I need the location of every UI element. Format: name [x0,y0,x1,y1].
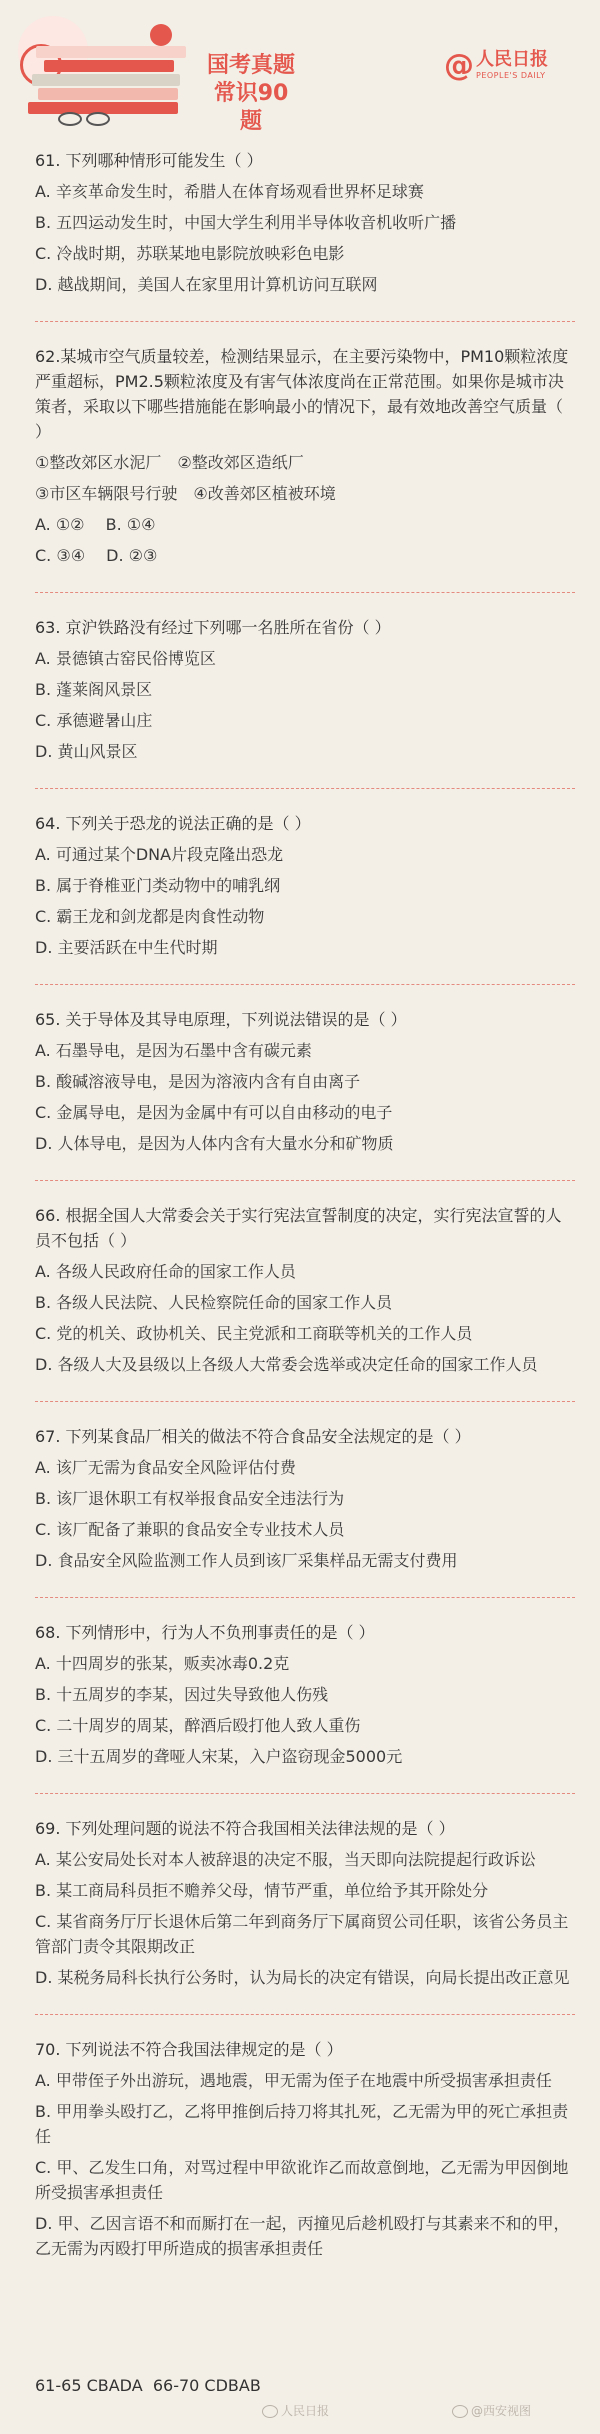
book-decoration [38,88,178,100]
option-b: B. 酸碱溶液导电，是因为溶液内含有自由离子 [35,1072,361,1091]
question-title: 62.某城市空气质量较差，检测结果显示，在主要污染物中，PM10颗粒浓度严重超标，PM2.5颗粒浓度及有害气体浓度尚在正常范围。如果你是城市决策者，采取以下哪些措施能在影响最小的情况下，最有效地改善空气质量（ ） [35,347,569,441]
option-a: A. 某公安局处长对本人被辞退的决定不服，当天即向法院提起行政诉讼 [35,1850,536,1869]
option-d: D. 人体导电，是因为人体内含有大量水分和矿物质 [35,1134,394,1153]
question-title: 70. 下列说法不符合我国法律规定的是（ ） [35,2040,343,2059]
books-illustration [18,16,198,126]
weibo-icon [262,2405,278,2418]
weibo-icon [452,2405,468,2418]
option-c: C. 二十周岁的周某，醉酒后殴打他人致人重伤 [35,1716,361,1735]
divider [35,1793,575,1794]
option-a: A. 石墨导电，是因为石墨中含有碳元素 [35,1041,312,1060]
option-a: A. 可通过某个DNA片段克隆出恐龙 [35,845,284,864]
option-a: A. 景德镇古窑民俗博览区 [35,649,216,668]
option-c: C. 冷战时期，苏联某地电影院放映彩色电影 [35,244,345,263]
option-b: B. 属于脊椎亚门类动物中的哺乳纲 [35,876,281,895]
watermark-text: 人民日报 [281,2404,330,2418]
question-title: 68. 下列情形中，行为人不负刑事责任的是（ ） [35,1623,375,1642]
peoples-daily-logo [444,48,584,88]
option-a: A. 甲带侄子外出游玩，遇地震，甲无需为侄子在地震中所受损害承担责任 [35,2071,552,2090]
book-decoration [32,74,180,86]
question-68 [35,1620,575,1769]
question-63 [35,615,575,764]
at-icon: @ [444,48,474,83]
question-title: 65. 关于导体及其导电原理，下列说法错误的是（ ） [35,1010,407,1029]
banner-title-line1: 国考真题 [206,53,295,78]
measure-row-1: ①整改郊区水泥厂 ②整改郊区造纸厂 [35,453,304,472]
divider [35,984,575,985]
option-c: C. 某省商务厅厅长退休后第二年到商务厅下属商贸公司任职，该省公务员主管部门责令其限期改正 [35,1912,569,1956]
option-d: D. 越战期间，美国人在家里用计算机访问互联网 [35,275,378,294]
question-61 [35,148,575,297]
divider [35,2014,575,2015]
option-c: C. 党的机关、政协机关、民主党派和工商联等机关的工作人员 [35,1324,473,1343]
option-c: C. 霸王龙和剑龙都是肉食性动物 [35,907,265,926]
banner-title-line2: 常识90题 [213,81,289,134]
option-a: A. 各级人民政府任命的国家工作人员 [35,1262,296,1281]
measure-row-2: ③市区车辆限号行驶 ④改善郊区植被环境 [35,484,336,503]
divider [35,1597,575,1598]
option-a: A. 该厂无需为食品安全风险评估付费 [35,1458,296,1477]
option-d: D. 各级人大及县级以上各级人大常委会选举或决定任命的国家工作人员 [35,1355,538,1374]
question-title: 66. 根据全国人大常委会关于实行宪法宣誓制度的决定，实行宪法宣誓的人员不包括（ ） [35,1206,562,1250]
option-d: D. 某税务局科长执行公务时，认为局长的决定有错误，向局长提出改正意见 [35,1968,570,1987]
apple-icon [150,24,172,46]
option-b: B. 某工商局科员拒不赡养父母，情节严重，单位给予其开除处分 [35,1881,489,1900]
option-c: C. 甲、乙发生口角，对骂过程中甲欲讹诈乙而故意倒地，乙无需为甲因倒地所受损害承担责任 [35,2158,569,2202]
question-64 [35,811,575,960]
question-list [35,148,575,2261]
option-d: D. 食品安全风险监测工作人员到该厂采集样品无需支付费用 [35,1551,458,1570]
divider [35,788,575,789]
logo-chinese: 人民日报 [476,49,548,70]
option-c: C. 金属导电，是因为金属中有可以自由移动的电子 [35,1103,393,1122]
question-70 [35,2037,575,2261]
question-title: 67. 下列某食品厂相关的做法不符合食品安全法规定的是（ ） [35,1427,471,1446]
option-b: B. 各级人民法院、人民检察院任命的国家工作人员 [35,1293,393,1312]
divider [35,1401,575,1402]
divider [35,592,575,593]
divider [35,1180,575,1181]
option-d: D. 主要活跃在中生代时期 [35,938,218,957]
question-66 [35,1203,575,1377]
question-title: 69. 下列处理问题的说法不符合我国相关法律法规的是（ ） [35,1819,455,1838]
option-b: B. 五四运动发生时，中国大学生利用半导体收音机收听广播 [35,213,457,232]
option-d: D. 三十五周岁的聋哑人宋某，入户盗窃现金5000元 [35,1747,403,1766]
book-decoration [36,46,186,58]
watermark-peoples-daily [262,2402,329,2419]
option-row-cd: C. ③④ D. ②③ [35,546,158,565]
option-b: B. 十五周岁的李某，因过失导致他人伤残 [35,1685,329,1704]
option-b: B. 该厂退休职工有权举报食品安全违法行为 [35,1489,345,1508]
logo-english: PEOPLE'S DAILY [476,71,546,80]
answer-key: 61-65 CBADA 66-70 CDBAB [35,2376,261,2395]
question-title: 63. 京沪铁路没有经过下列哪一名胜所在省份（ ） [35,618,391,637]
question-title: 61. 下列哪种情形可能发生（ ） [35,151,263,170]
question-65 [35,1007,575,1156]
option-a: A. 十四周岁的张某，贩卖冰毒0.2克 [35,1654,290,1673]
divider [35,321,575,322]
option-a: A. 辛亥革命发生时，希腊人在体育场观看世界杯足球赛 [35,182,424,201]
question-title: 64. 下列关于恐龙的说法正确的是（ ） [35,814,311,833]
option-c: C. 承德避暑山庄 [35,711,153,730]
watermark-text: @西安视图 [471,2404,532,2418]
question-67 [35,1424,575,1573]
glasses-icon [58,112,118,122]
option-row-ab: A. ①② B. ①④ [35,515,156,534]
option-d: D. 甲、乙因言语不和而厮打在一起，丙撞见后趁机殴打与其素来不和的甲，乙无需为丙殴打甲所造成的损害承担责任 [35,2214,570,2258]
book-decoration [44,60,174,72]
banner-title [205,52,297,134]
option-c: C. 该厂配备了兼职的食品安全专业技术人员 [35,1520,345,1539]
question-62 [35,344,575,568]
option-d: D. 黄山风景区 [35,742,138,761]
header-banner [0,0,600,134]
option-b: B. 蓬莱阁风景区 [35,680,153,699]
watermark-xian [452,2402,531,2419]
question-69 [35,1816,575,1990]
option-b: B. 甲用拳头殴打乙，乙将甲推倒后持刀将其扎死，乙无需为甲的死亡承担责任 [35,2102,569,2146]
